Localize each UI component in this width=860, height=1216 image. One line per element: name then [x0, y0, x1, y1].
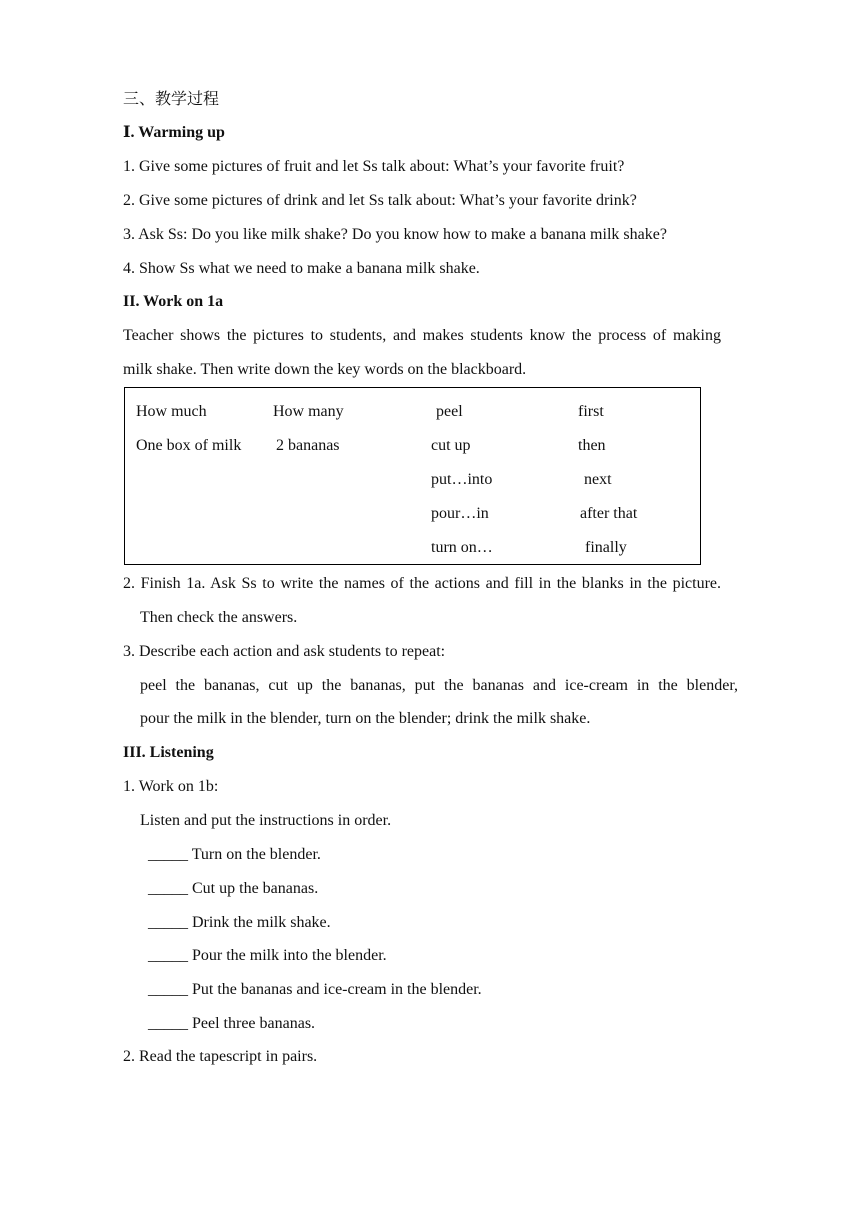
key-word-put-into: put…into [431, 471, 493, 488]
key-word-next: next [584, 471, 612, 488]
listening-step-1-instruction: Listen and put the instructions in order. [140, 812, 392, 829]
key-word-2-bananas: 2 bananas [276, 437, 340, 454]
work-on-1a-intro-line-2: milk shake. Then write down the key words on the blackboard. [123, 361, 527, 378]
warming-up-item-1: 1. Give some pictures of fruit and let Ss talk about: What’s your favorite fruit? [123, 158, 625, 175]
warming-up-item-4: 4. Show Ss what we need to make a banana milk shake. [123, 260, 480, 277]
key-word-cut-up: cut up [431, 437, 471, 454]
key-word-how-many: How many [273, 403, 344, 420]
key-word-one-box-of-milk: One box of milk [136, 437, 242, 454]
key-word-finally: finally [585, 539, 627, 556]
work-on-1a-heading: II. Work on 1a [123, 293, 224, 310]
work-on-1a-step-3-line-2: peel the bananas, cut up the bananas, put the bananas and ice-cream in the blender, [140, 677, 738, 694]
instruction-item: _____ Cut up the bananas. [148, 880, 319, 897]
key-word-after-that: after that [580, 505, 638, 522]
listening-step-1: 1. Work on 1b: [123, 778, 219, 795]
key-word-then: then [578, 437, 606, 454]
instruction-item: _____ Put the bananas and ice-cream in the blender. [148, 981, 482, 998]
work-on-1a-step-2-line-1: 2. Finish 1a. Ask Ss to write the names of the actions and fill in the blanks in the picture. [123, 575, 721, 592]
key-word-how-much: How much [136, 403, 207, 420]
key-word-pour-in: pour…in [431, 505, 489, 522]
section-title: 三、教学过程 [123, 89, 220, 108]
instruction-item: _____ Turn on the blender. [148, 846, 321, 863]
listening-step-2: 2. Read the tapescript in pairs. [123, 1048, 318, 1065]
instruction-item: _____ Pour the milk into the blender. [148, 947, 387, 964]
work-on-1a-intro-line-1: Teacher shows the pictures to students, and makes students know the process of making [123, 327, 721, 344]
instruction-item: _____ Drink the milk shake. [148, 914, 331, 931]
instruction-item: _____ Peel three bananas. [148, 1015, 316, 1032]
key-word-first: first [578, 403, 604, 420]
key-words-table [124, 387, 701, 565]
warming-up-item-2: 2. Give some pictures of drink and let Ss talk about: What’s your favorite drink? [123, 192, 637, 209]
listening-heading: III. Listening [123, 744, 214, 761]
warming-up-heading: Ⅰ. Warming up [123, 124, 225, 141]
key-word-peel: peel [436, 403, 463, 420]
work-on-1a-step-3-line-3: pour the milk in the blender, turn on the blender; drink the milk shake. [140, 710, 591, 727]
work-on-1a-step-3-line-1: 3. Describe each action and ask students to repeat: [123, 643, 446, 660]
key-word-turn-on: turn on… [431, 539, 493, 556]
warming-up-item-3: 3. Ask Ss: Do you like milk shake? Do you know how to make a banana milk shake? [123, 226, 667, 243]
work-on-1a-step-2-line-2: Then check the answers. [140, 609, 298, 626]
